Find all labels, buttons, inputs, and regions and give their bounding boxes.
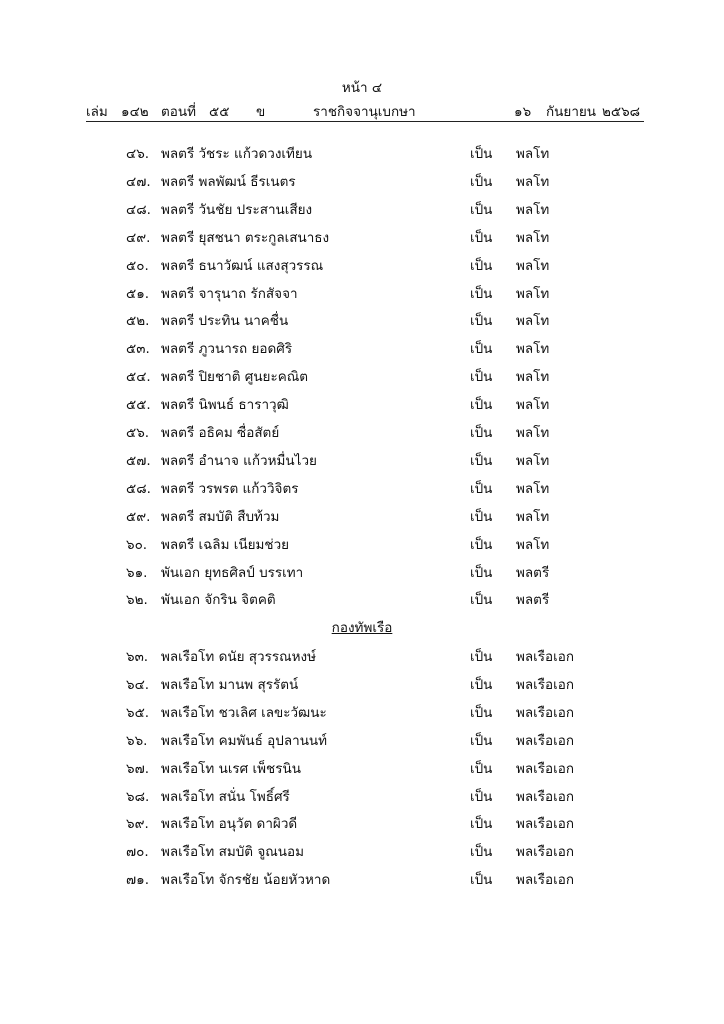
person-name: พลตรี อธิคม ซื่อสัตย์ bbox=[161, 425, 280, 441]
item-number: ๗๐. bbox=[126, 844, 149, 861]
item-number: ๕๘. bbox=[126, 480, 151, 497]
new-rank: พลโท bbox=[516, 173, 550, 190]
gazette-title: ราชกิจจานุเบกษา bbox=[313, 104, 416, 120]
section-label: ตอนที่ bbox=[161, 104, 197, 120]
list-item bbox=[0, 198, 724, 218]
item-verb: เป็น bbox=[470, 592, 493, 609]
person-name: พลตรี วัชระ แก้วดวงเทียน bbox=[161, 146, 313, 162]
list-item bbox=[0, 785, 724, 805]
item-number: ๖๑. bbox=[126, 564, 148, 581]
new-rank: พลเรือเอก bbox=[516, 760, 575, 777]
list-item bbox=[0, 729, 724, 749]
person-name: พลตรี วรพรต แก้ววิจิตร bbox=[161, 480, 299, 497]
item-number: ๕๖. bbox=[126, 425, 150, 441]
item-verb: เป็น bbox=[470, 341, 493, 358]
item-verb: เป็น bbox=[470, 229, 493, 246]
item-verb: เป็น bbox=[470, 369, 493, 386]
item-number: ๕๐. bbox=[126, 257, 149, 274]
item-number: ๖๔. bbox=[126, 676, 150, 693]
new-rank: พลโท bbox=[516, 201, 550, 218]
list-item bbox=[0, 170, 724, 190]
new-rank: พลโท bbox=[516, 341, 550, 358]
person-name: พลตรี จารุนาถ รักสัจจา bbox=[161, 285, 298, 302]
list-item bbox=[0, 282, 724, 302]
date-month: กันยายน bbox=[546, 104, 597, 120]
section-number: ๕๕ bbox=[209, 104, 230, 120]
item-verb: เป็น bbox=[470, 788, 493, 805]
new-rank: พลโท bbox=[516, 285, 550, 302]
item-verb: เป็น bbox=[470, 844, 493, 861]
person-name: พลตรี พลพัฒน์ ธีรเนตร bbox=[161, 173, 296, 190]
person-name: พลเรือโท อนุวัต ดาผิวดี bbox=[161, 816, 298, 833]
header-rule bbox=[86, 121, 644, 122]
new-rank: พลโท bbox=[516, 536, 550, 553]
item-number: ๕๙. bbox=[126, 508, 151, 525]
item-number: ๖๕. bbox=[126, 704, 150, 721]
list-item bbox=[0, 533, 724, 553]
person-name: พลตรี วันชัย ประสานเสียง bbox=[161, 201, 313, 218]
item-verb: เป็น bbox=[470, 285, 493, 302]
new-rank: พลโท bbox=[516, 480, 550, 497]
item-verb: เป็น bbox=[470, 201, 493, 218]
person-name: พลตรี ประทิน นาคชื่น bbox=[161, 313, 289, 330]
item-number: ๔๖. bbox=[126, 146, 150, 162]
list-item bbox=[0, 309, 724, 329]
item-number: ๔๙. bbox=[126, 229, 151, 246]
item-number: ๗๑. bbox=[126, 872, 150, 889]
item-verb: เป็น bbox=[470, 872, 493, 889]
new-rank: พลโท bbox=[516, 146, 550, 162]
item-verb: เป็น bbox=[470, 704, 493, 721]
person-name: พลเรือโท สนั่น โพธิ์ศรี bbox=[161, 788, 290, 805]
item-verb: เป็น bbox=[470, 257, 493, 274]
person-name: พลตรี ธนาวัฒน์ แสงสุวรรณ bbox=[161, 257, 324, 274]
list-item bbox=[0, 701, 724, 721]
item-verb: เป็น bbox=[470, 676, 493, 693]
new-rank: พลโท bbox=[516, 229, 550, 246]
person-name: พลเรือโท นเรศ เพ็ชรนิน bbox=[161, 760, 301, 777]
part-label: ข bbox=[256, 104, 266, 120]
list-item bbox=[0, 561, 724, 581]
item-verb: เป็น bbox=[470, 732, 493, 749]
new-rank: พลโท bbox=[516, 452, 550, 469]
item-verb: เป็น bbox=[470, 397, 493, 414]
person-name: พลตรี นิพนธ์ ธาราวุฒิ bbox=[161, 397, 289, 414]
person-name: พลเรือโท มานพ สุรรัตน์ bbox=[161, 676, 299, 693]
page-number: หน้า ๔ bbox=[341, 80, 383, 96]
list-item bbox=[0, 588, 724, 608]
list-item bbox=[0, 365, 724, 385]
new-rank: พลโท bbox=[516, 257, 550, 274]
person-name: พลเรือโท สมบัติ จูณนอม bbox=[161, 844, 305, 861]
list-item bbox=[0, 868, 724, 888]
list-item bbox=[0, 142, 724, 162]
item-verb: เป็น bbox=[470, 480, 493, 497]
list-item bbox=[0, 337, 724, 357]
new-rank: พลเรือเอก bbox=[516, 844, 575, 861]
item-number: ๖๖. bbox=[126, 732, 148, 749]
book-label: เล่ม bbox=[86, 104, 108, 120]
item-verb: เป็น bbox=[470, 816, 493, 833]
item-number: ๔๘. bbox=[126, 201, 151, 218]
item-number: ๖๘. bbox=[126, 788, 150, 805]
book-number: ๑๔๒ bbox=[121, 104, 149, 120]
list-item bbox=[0, 393, 724, 413]
item-verb: เป็น bbox=[470, 425, 493, 441]
person-name: พลตรี เฉลิม เนียมช่วย bbox=[161, 536, 290, 553]
item-verb: เป็น bbox=[470, 313, 493, 330]
item-verb: เป็น bbox=[470, 508, 493, 525]
person-name: พลตรี ปิยชาติ ศูนยะคณิต bbox=[161, 369, 309, 386]
new-rank: พลเรือเอก bbox=[516, 788, 575, 805]
new-rank: พลเรือเอก bbox=[516, 732, 575, 749]
item-number: ๖๙. bbox=[126, 816, 149, 833]
item-verb: เป็น bbox=[470, 564, 493, 581]
item-verb: เป็น bbox=[470, 173, 493, 190]
item-verb: เป็น bbox=[470, 760, 493, 777]
new-rank: พลเรือเอก bbox=[516, 676, 575, 693]
person-name: พลเรือโท ดนัย สุวรรณหงษ์ bbox=[161, 649, 317, 665]
list-item bbox=[0, 421, 724, 441]
item-number: ๖๗. bbox=[126, 760, 150, 777]
item-number: ๕๓. bbox=[126, 341, 150, 358]
new-rank: พลโท bbox=[516, 425, 550, 441]
item-number: ๖๒. bbox=[126, 592, 148, 609]
date-day: ๑๖ bbox=[514, 104, 532, 120]
new-rank: พลตรี bbox=[516, 564, 550, 581]
item-verb: เป็น bbox=[470, 146, 493, 162]
date-year: ๒๕๖๘ bbox=[602, 104, 641, 120]
list-item bbox=[0, 477, 724, 497]
item-number: ๕๒. bbox=[126, 313, 150, 330]
item-number: ๕๑. bbox=[126, 285, 150, 302]
item-number: ๖๓. bbox=[126, 649, 149, 665]
list-item bbox=[0, 449, 724, 469]
new-rank: พลโท bbox=[516, 397, 550, 414]
list-item bbox=[0, 505, 724, 525]
item-verb: เป็น bbox=[470, 452, 493, 469]
item-number: ๕๔. bbox=[126, 369, 151, 386]
person-name: พลเรือโท ชวเลิศ เลขะวัฒนะ bbox=[161, 704, 327, 721]
new-rank: พลโท bbox=[516, 369, 550, 386]
new-rank: พลเรือเอก bbox=[516, 704, 575, 721]
item-number: ๔๗. bbox=[126, 173, 151, 190]
person-name: พลเรือโท จักรชัย น้อยหัวหาด bbox=[161, 872, 331, 889]
navy-section-heading: กองทัพเรือ bbox=[331, 620, 393, 636]
list-item bbox=[0, 757, 724, 777]
list-item bbox=[0, 840, 724, 860]
list-item bbox=[0, 673, 724, 693]
new-rank: พลโท bbox=[516, 508, 550, 525]
new-rank: พลเรือเอก bbox=[516, 649, 575, 665]
new-rank: พลเรือเอก bbox=[516, 872, 575, 889]
list-item bbox=[0, 254, 724, 274]
new-rank: พลเรือเอก bbox=[516, 816, 575, 833]
item-number: ๖๐. bbox=[126, 536, 148, 553]
list-item bbox=[0, 226, 724, 246]
list-item bbox=[0, 812, 724, 832]
item-number: ๕๗. bbox=[126, 452, 151, 469]
person-name: พันเอก จักริน จิตคติ bbox=[161, 592, 276, 609]
person-name: พลตรี อำนาจ แก้วหมื่นไวย bbox=[161, 452, 317, 469]
person-name: พลตรี สมบัติ สืบท้วม bbox=[161, 508, 280, 525]
person-name: พลตรี ยุสชนา ตระกูลเสนาธง bbox=[161, 229, 330, 246]
item-number: ๕๕. bbox=[126, 397, 151, 414]
person-name: พันเอก ยุทธศิลป์ บรรเทา bbox=[161, 564, 304, 581]
item-verb: เป็น bbox=[470, 536, 493, 553]
new-rank: พลตรี bbox=[516, 592, 550, 609]
person-name: พลตรี ภูวนารถ ยอดศิริ bbox=[161, 341, 293, 358]
new-rank: พลโท bbox=[516, 313, 550, 330]
person-name: พลเรือโท คมพันธ์ อุปลานนท์ bbox=[161, 732, 328, 749]
list-item bbox=[0, 645, 724, 665]
item-verb: เป็น bbox=[470, 649, 493, 665]
